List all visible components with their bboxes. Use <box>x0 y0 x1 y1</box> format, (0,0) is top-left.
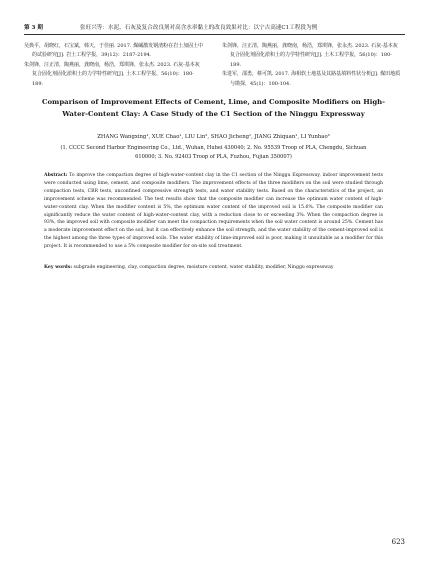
abstract <box>44 172 383 251</box>
english-title: Comparison of Improvement Effects of Cement, Lime, and Composite Modifiers on High-Water-Content Clay: A Case Study of the C1 Section of the Ninggu Expressway <box>41 98 386 118</box>
references-left-column <box>24 42 204 89</box>
author-list: ZHANG Wangxing¹, XUE Chao¹, LIU Lin², SHAO Jicheng¹, JIANG Zhiquan¹, LI Yunhao³ <box>97 134 330 140</box>
abstract-label: Abstract: <box>44 173 68 178</box>
reference-entry: 吴典平，胡晓红，石宝斌，韩天，于佳丽. 2017. 煤碱激发钢渣粉在岩土加固土中的试验研究[J]. 岩土工程学报，39(12)：2187-2194. <box>24 43 204 59</box>
reference-entry: 朱剑锋，汪正清，陶燕丽，龚晓南，杨浩，郑琪锋，张永杰. 2023. 石灰-基本灰复合固化剂固化淤积土的力学特性研究[J]. 土木工程学报，56(10)：180-189. <box>222 43 398 68</box>
running-header <box>24 22 405 35</box>
affiliations <box>40 144 387 162</box>
reference-entry: 朱进军，邵勇，蔡可凯. 2017. 海相软土地基及其路基填料性状分析[J]. 煤田地质与勘探，45(1)：100-104. <box>222 71 401 87</box>
references-right-column <box>222 42 402 89</box>
keywords <box>44 264 383 272</box>
running-title: 张旺兴等：水泥、石灰及复合改良剂对高含水率黏土的改良效果对比：以宁古高速C1工程段为例 <box>80 25 318 31</box>
keywords-text: subgrade engineering, clay, compaction degree, moisture content, water stability, modifier, Ninggu expressway <box>73 265 334 270</box>
affiliation-line: (1. CCCC Second Harbor Engineering Co., Ltd., Wuhan, Hubei 430040; 2. No. 95539 Troop of PLA, Chengdu, Sichuan <box>60 145 367 151</box>
page-number: 623 <box>391 538 405 546</box>
keywords-label: Key words: <box>44 265 73 270</box>
reference-entry: 朱剑锋，汪正清，陶燕丽，龚晓南，杨浩，郑琪锋，张永杰. 2023. 石灰-基本灰复合固化剂固化淤积土的力学特性研究[J]. 土木工程学报，56(10)：180-189. <box>24 61 200 87</box>
abstract-text: To improve the compaction degree of high-water-content clay in the C1 section of the Ninggu Expressway, indoor improvement tests were conducted using lime, cement, and composite modifiers. The improvement effects of the three modifiers on the soil were studied through compaction tests, CBR tests, unconfined compressive strength tests, and water stability tests. Based on the characteristics of the project, an improvement scheme was recommended. The test results show that the composite modifier can increase the optimum water content of high-water-content clay. When the modifier content is 5%, the optimum water content of the improved soil is 15.6%. The composite modifier can significantly reduce the water content of high-water-content clay, with a reduction close to or exceeding 3%. When the compaction degree is 93%, the improved soil with composite modifier can meet the compaction requirements when the soil water content is around 25%. Cement has a moderate improvement effect on the soil, but it can effectively enhance the soil strength, and the water stability of the cement-improved soil is the highest among the three types of improved soils. The water stability of lime-improved soil is poor, making it unsuitable as a modifier for this project. It is recommended to use a 5% composite modifier for on-site soil treatment. <box>44 173 383 250</box>
issue-number: 第 3 期 <box>24 25 43 31</box>
affiliation-line: 610000; 3. No. 92403 Troop of PLA, Fuzhou, Fujian 350007) <box>135 154 292 160</box>
